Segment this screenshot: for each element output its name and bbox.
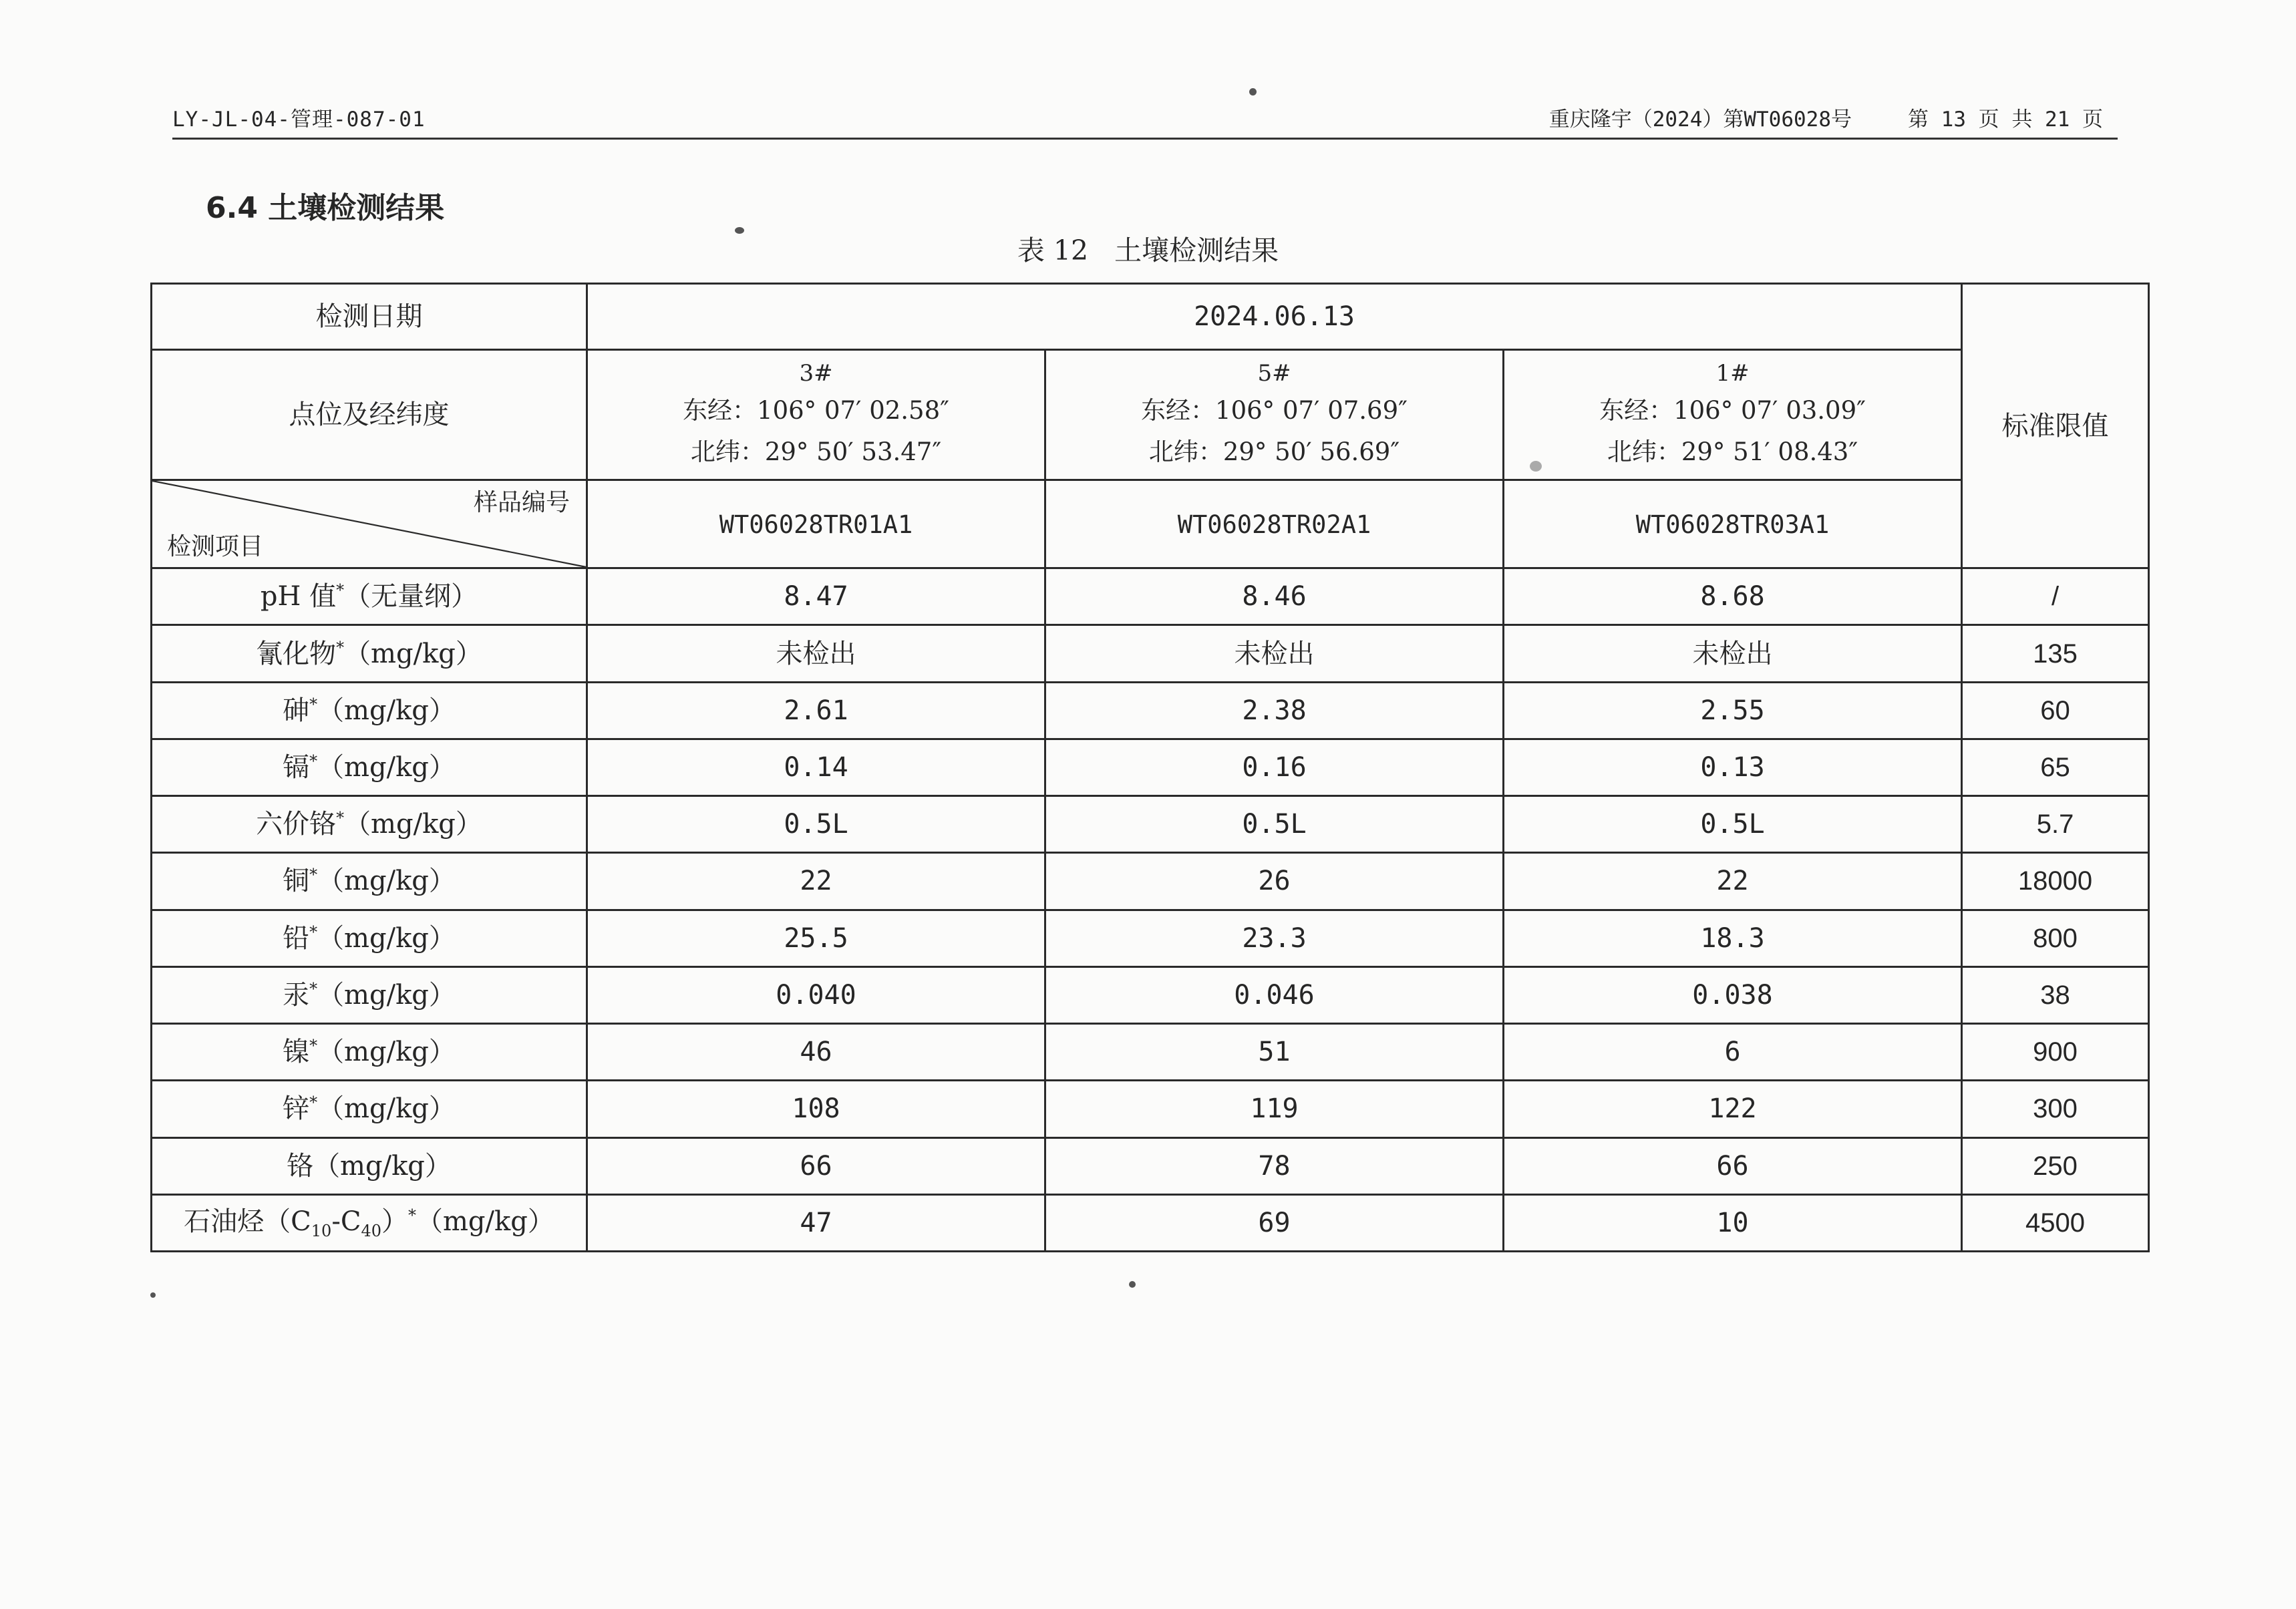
date-value: 2024.06.13 [587, 284, 1962, 350]
item-header-diagonal-cell [152, 480, 587, 568]
test-item-name [152, 1137, 587, 1194]
test-item-name [152, 910, 587, 966]
result-value: 66 [587, 1137, 1045, 1194]
accreditation-mark: * [309, 866, 318, 885]
accreditation-mark: * [309, 1036, 318, 1055]
result-value: 25.5 [587, 910, 1045, 966]
result-value: 23.3 [1045, 910, 1504, 966]
test-item-label: 检测项目 [167, 533, 264, 561]
accreditation-mark: * [309, 979, 318, 999]
site-latitude: 北纬：29° 50′ 56.69″ [1148, 437, 1400, 467]
site-longitude: 东经：106° 07′ 02.58″ [683, 396, 949, 425]
item-unit: （mg/kg） [313, 1150, 452, 1182]
scan-speck [1249, 88, 1257, 96]
result-value: 22 [1504, 853, 1962, 910]
table-caption: 表 12 土壤检测结果 [1017, 234, 1279, 266]
standard-limit: 4500 [1962, 1194, 2149, 1251]
site-latitude: 北纬：29° 50′ 53.47″ [690, 437, 942, 467]
item-name: pH 值 [260, 581, 337, 612]
location-label: 点位及经纬度 [152, 350, 587, 480]
standard-limit: 5.7 [1962, 796, 2149, 853]
result-value: 0.5L [587, 796, 1045, 853]
sample-number-row [152, 480, 2149, 568]
result-value: 26 [1045, 853, 1504, 910]
item-name-prefix: 石油烃（C [184, 1206, 311, 1237]
result-row [152, 796, 2149, 853]
soil-results-table [150, 283, 2150, 1252]
sample-number: WT06028TR01A1 [587, 480, 1045, 568]
result-value: 2.38 [1045, 682, 1504, 739]
item-name: 铅 [283, 922, 310, 954]
test-item-name [152, 853, 587, 910]
accreditation-mark: * [336, 580, 345, 600]
standard-label: 标准限值 [1962, 284, 2149, 568]
accreditation-mark: * [309, 751, 318, 771]
standard-limit: 18000 [1962, 853, 2149, 910]
result-value: 0.046 [1045, 966, 1504, 1023]
result-row [152, 966, 2149, 1023]
scan-speck [1530, 461, 1542, 472]
standard-limit: 250 [1962, 1137, 2149, 1194]
item-unit: （mg/kg） [317, 1037, 456, 1068]
section-title: 6.4 土壤检测结果 [206, 191, 445, 225]
item-name: 镉 [283, 751, 310, 783]
result-row [152, 1194, 2149, 1251]
scan-speck [150, 1292, 156, 1298]
scan-speck [1129, 1281, 1136, 1288]
result-value: 0.5L [1504, 796, 1962, 853]
item-name-dash: -C [331, 1206, 361, 1237]
report-info [1549, 102, 2103, 132]
standard-limit: / [1962, 568, 2149, 625]
date-row [152, 284, 2149, 350]
standard-limit: 300 [1962, 1081, 2149, 1137]
accreditation-mark: * [309, 922, 318, 942]
result-value: 119 [1045, 1081, 1504, 1137]
test-item-name [152, 682, 587, 739]
item-name: 六价铬 [256, 809, 337, 840]
result-value: 8.47 [587, 568, 1045, 625]
result-row [152, 1137, 2149, 1194]
result-value: 2.55 [1504, 682, 1962, 739]
site-id: 3# [799, 360, 833, 387]
item-name: 锌 [283, 1093, 310, 1125]
result-value: 0.040 [587, 966, 1045, 1023]
item-unit: （mg/kg） [344, 638, 482, 669]
item-name: 铜 [283, 866, 310, 897]
result-value: 22 [587, 853, 1045, 910]
result-value: 0.5L [1045, 796, 1504, 853]
test-item-name [152, 1194, 587, 1251]
result-value: 69 [1045, 1194, 1504, 1251]
accreditation-mark: * [309, 1093, 318, 1113]
standard-limit: 60 [1962, 682, 2149, 739]
result-value: 108 [587, 1081, 1045, 1137]
item-unit: （mg/kg） [317, 695, 456, 726]
test-item-name [152, 625, 587, 682]
test-item-name [152, 1024, 587, 1081]
result-value: 78 [1045, 1137, 1504, 1194]
result-row [152, 625, 2149, 682]
item-unit: （mg/kg） [416, 1206, 554, 1237]
site-cell [1045, 350, 1504, 480]
accreditation-mark: * [407, 1206, 416, 1225]
result-value: 46 [587, 1024, 1045, 1081]
standard-limit: 38 [1962, 966, 2149, 1023]
site-longitude: 东经：106° 07′ 03.09″ [1599, 396, 1866, 425]
site-longitude: 东经：106° 07′ 07.69″ [1141, 396, 1408, 425]
site-cell [587, 350, 1045, 480]
result-value: 66 [1504, 1137, 1962, 1194]
report-number: 重庆隆宇（2024）第WT06028号 [1548, 108, 1852, 132]
result-value: 47 [587, 1194, 1045, 1251]
page-number: 第 13 页 共 21 页 [1908, 108, 2103, 132]
result-row [152, 568, 2149, 625]
sample-number: WT06028TR03A1 [1504, 480, 1962, 568]
result-value: 6 [1504, 1024, 1962, 1081]
result-value: 51 [1045, 1024, 1504, 1081]
item-unit: （mg/kg） [317, 751, 456, 783]
result-row [152, 682, 2149, 739]
result-value: 0.038 [1504, 966, 1962, 1023]
result-value: 未检出 [587, 625, 1045, 682]
item-name: 镍 [283, 1037, 310, 1068]
scan-speck [735, 227, 744, 234]
item-unit: （mg/kg） [317, 922, 456, 954]
accreditation-mark: * [336, 638, 345, 657]
result-row [152, 739, 2149, 795]
test-item-name [152, 739, 587, 795]
item-unit: （mg/kg） [317, 1093, 456, 1125]
accreditation-mark: * [336, 808, 345, 828]
item-name: 铬 [287, 1150, 314, 1182]
result-value: 18.3 [1504, 910, 1962, 966]
result-value: 未检出 [1045, 625, 1504, 682]
result-value: 10 [1504, 1194, 1962, 1251]
result-row [152, 1024, 2149, 1081]
item-unit: （mg/kg） [317, 979, 456, 1011]
standard-limit: 135 [1962, 625, 2149, 682]
item-unit: （mg/kg） [344, 809, 482, 840]
sample-number: WT06028TR02A1 [1045, 480, 1504, 568]
site-id: 5# [1257, 360, 1291, 387]
site-cell [1504, 350, 1962, 480]
item-name: 砷 [283, 695, 310, 726]
site-latitude: 北纬：29° 51′ 08.43″ [1607, 437, 1858, 467]
item-name: 氰化物 [256, 638, 337, 669]
item-name-suffix: ） [381, 1206, 408, 1237]
date-label: 检测日期 [152, 284, 587, 350]
result-value: 2.61 [587, 682, 1045, 739]
site-id: 1# [1715, 360, 1750, 387]
standard-limit: 900 [1962, 1024, 2149, 1081]
item-name: 汞 [283, 979, 310, 1011]
carbon-subscript-start: 10 [311, 1221, 332, 1240]
test-item-name [152, 966, 587, 1023]
result-value: 8.68 [1504, 568, 1962, 625]
result-row [152, 853, 2149, 910]
result-value: 122 [1504, 1081, 1962, 1137]
test-item-name [152, 568, 587, 625]
result-row [152, 1081, 2149, 1137]
result-value: 未检出 [1504, 625, 1962, 682]
result-value: 0.13 [1504, 739, 1962, 795]
test-item-name [152, 1081, 587, 1137]
accreditation-mark: * [309, 695, 318, 714]
result-value: 8.46 [1045, 568, 1504, 625]
standard-limit: 800 [1962, 910, 2149, 966]
sample-number-label: 样品编号 [473, 489, 570, 517]
test-item-name [152, 796, 587, 853]
result-value: 0.14 [587, 739, 1045, 795]
result-value: 0.16 [1045, 739, 1504, 795]
carbon-subscript-end: 40 [361, 1221, 381, 1240]
result-row [152, 910, 2149, 966]
page-header [172, 99, 2118, 140]
standard-limit: 65 [1962, 739, 2149, 795]
document-code: LY-JL-04-管理-087-01 [172, 108, 426, 132]
item-unit: （mg/kg） [317, 866, 456, 897]
item-unit: （无量纲） [344, 581, 478, 612]
location-row [152, 350, 2149, 480]
